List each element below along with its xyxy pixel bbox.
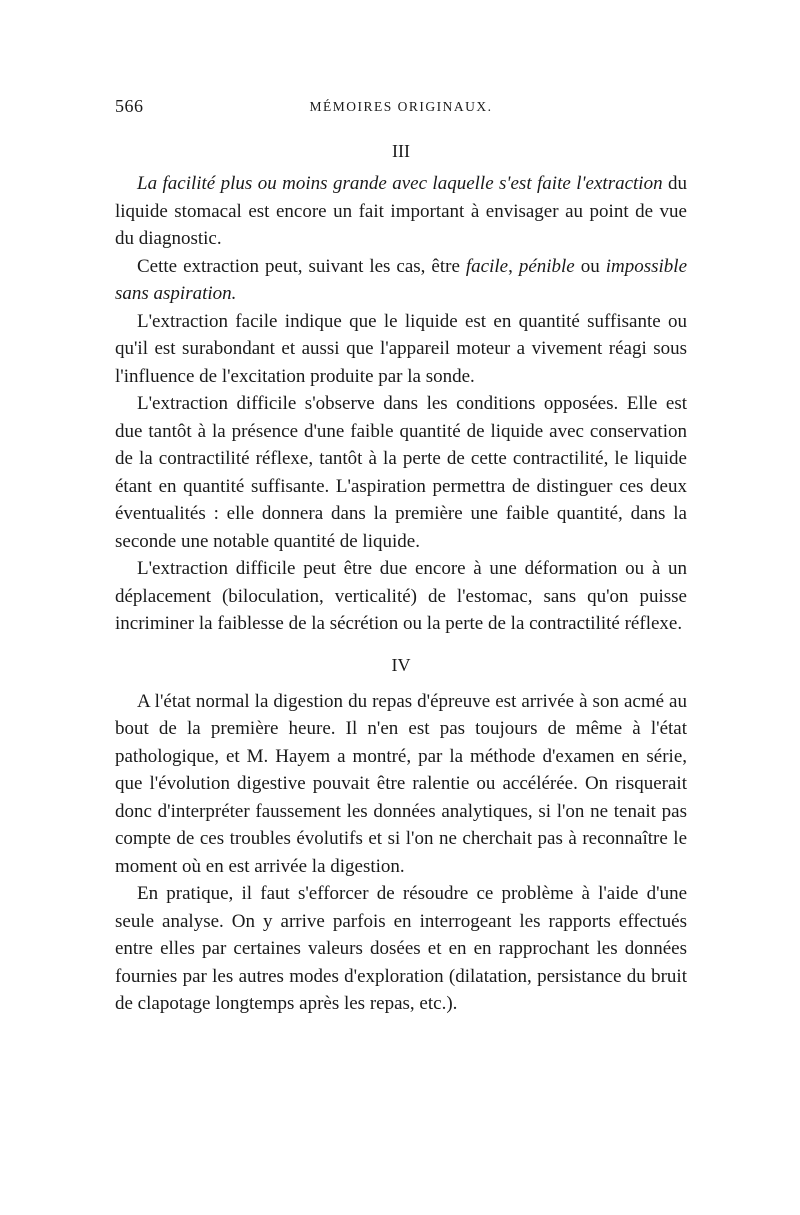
paragraph-deformation: L'extraction difficile peut être due encore à une déformation ou à un déplacement (biloculation, verticalité) de l'estomac, sans qu'on puisse incriminer la faiblesse de la sécrétion ou la perte de la contractilité réflexe. bbox=[115, 558, 687, 634]
section-heading-iv: IV bbox=[391, 654, 411, 675]
page-number: 566 bbox=[115, 96, 144, 116]
italic-phrase: La facilité plus ou moins grande avec laquelle s'est faite l'extraction bbox=[137, 173, 663, 194]
page-header bbox=[115, 96, 687, 126]
paragraph-text: du liquide stomacal est encore un fait important à envisager au point de vue du diagnostic. bbox=[115, 173, 687, 249]
paragraph-easy-extraction: L'extraction facile indique que le liquide est en quantité suffisante ou qu'il est surabondant et aussi que l'appareil moteur a vivement réagi sous l'influence de l'excitation produite par la sonde. bbox=[115, 310, 687, 387]
italic-term-facile: facile bbox=[465, 255, 509, 277]
paragraph-text: , bbox=[508, 255, 519, 277]
running-title: MÉMOIRES ORIGINAUX. bbox=[309, 99, 493, 114]
italic-term-penible: pénible bbox=[518, 255, 575, 277]
paragraph-text: ou bbox=[574, 255, 606, 277]
paragraph-text: Cette extraction peut, suivant les cas, être bbox=[137, 255, 466, 277]
paragraph-difficult-extraction: L'extraction difficile s'observe dans les conditions opposées. Elle est due tantôt à la présence d'une faible quantité de liquide avec conservation de la contractilité réflexe, tantôt à la perte de cette contractilité, le liquide étant en quantité suffisante. L'aspiration permettra de distinguer ces deux éventualités : elle donnera dans la première une faible quantité, dans la seconde une notable quantité de liquide. bbox=[115, 393, 687, 552]
italic-term-impossible: impossible sans aspiration. bbox=[115, 255, 687, 304]
book-page bbox=[115, 96, 687, 1018]
section-heading-iii: III bbox=[392, 141, 410, 161]
paragraph-extraction-facility bbox=[115, 170, 687, 253]
paragraph-practice: En pratique, il faut s'efforcer de résoudre ce problème à l'aide d'une seule analyse. On y arrive parfois en interrogeant les rapports effectués entre elles par certaines valeurs dosées et en en rapprochant les données fournies par les autres modes d'exploration (dilatation, persistance du bruit de clapotage longtemps après les repas, etc.). bbox=[115, 883, 687, 1014]
paragraph-extraction-modes bbox=[115, 253, 687, 308]
paragraph-normal-digestion: A l'état normal la digestion du repas d'épreuve est arrivée à son acmé au bout de la première heure. Il n'en est pas toujours de même à l'état pathologique, et M. Hayem a montré, par la méthode d'examen en série, que l'évolution digestive pouvait être ralentie ou accélérée. On risquerait donc d'interpréter faussement les données analytiques, si l'on ne tenait pas compte de ces troubles évolutifs et si l'on ne cherchait pas à reconnaître le moment où en est arrivée la digestion. bbox=[115, 690, 687, 877]
